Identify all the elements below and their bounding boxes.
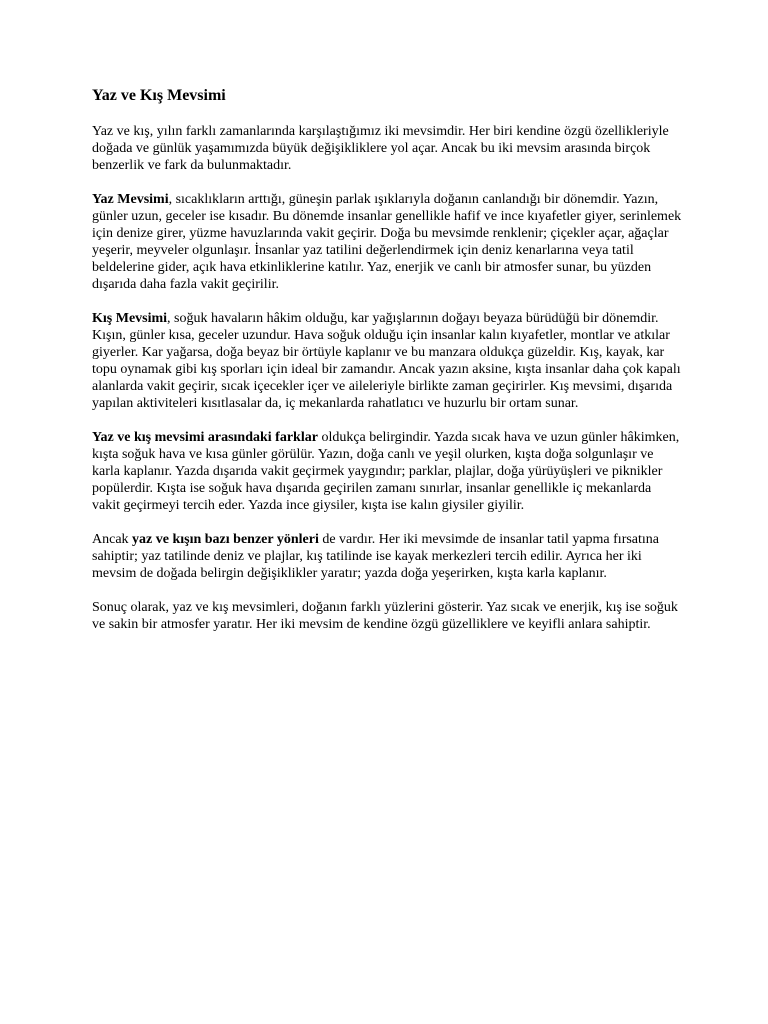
paragraph-bold: Yaz Mevsimi (92, 192, 169, 207)
paragraph-text: , sıcaklıkların arttığı, güneşin parlak ışıklarıyla doğanın canlandığı bir dönemdir. Yazın, günler uzun, geceler ise kısadır. Bu dönemde insanlar genellikle hafif ve ince kıyafetler giyer, serinlemek için denize girer, yüzme havuzlarında vakit geçirir. Doğa bu mevsimde renklenir; çiçekler açar, ağaçlar yeşerir, meyveler olgunlaşır. İnsanlar yaz tatilini değerlendirmek için deniz kenarlarına veya tatil beldelerine gider, açık hava etkinliklerine katılır. Yaz, enerjik ve canlı bir atmosfer sunar, bu yüzden dışarıda daha fazla vakit geçirilir. (92, 192, 682, 292)
paragraph-bold: Yaz ve kış mevsimi arasındaki farklar (92, 430, 318, 445)
paragraph-differences (92, 429, 682, 514)
paragraph-lead: Ancak (92, 532, 133, 547)
paragraph-text: , soğuk havaların hâkim olduğu, kar yağışlarının doğayı beyaza bürüdüğü bir dönemdir. Kışın, günler kısa, geceler uzundur. Hava soğuk olduğu için insanlar kalın kıyafetler, montlar ve atkılar giyerler. Kar yağarsa, doğa beyaz bir örtüyle kaplanır ve bu manzara oldukça güzeldir. Kış, kayak, kar topu oynamak gibi kış sporları için ideal bir zamandır. Ancak yazın aksine, kışta insanlar daha çok kapalı alanlarda vakit geçirir, sıcak içecekler içer ve aileleriyle birlikte zaman geçirirler. Kış mevsimi, dışarıda yapılan aktiviteleri kısıtlasalar da, iç mekanlarda rahatlatıcı ve huzurlu bir ortam sunar. (92, 311, 681, 411)
paragraph-bold: Kış Mevsimi (92, 311, 168, 326)
paragraph-conclusion (92, 599, 682, 633)
document-page (92, 86, 682, 650)
document-title: Yaz ve Kış Mevsimi (92, 87, 226, 104)
paragraph-intro (92, 123, 682, 174)
paragraph-bold: yaz ve kışın bazı benzer yönleri (132, 532, 319, 547)
paragraph-similarities (92, 531, 682, 582)
paragraph-text: Sonuç olarak, yaz ve kış mevsimleri, doğanın farklı yüzlerini gösterir. Yaz sıcak ve enerjik, kış ise soğuk ve sakin bir atmosfer yaratır. Her iki mevsim de kendine özgü güzelliklere ve keyifli anlara sahiptir. (92, 600, 678, 632)
paragraph-text: oldukça belirgindir. Yazda sıcak hava ve uzun günler hâkimken, kışta soğuk hava ve kısa günler görülür. Yazın, doğa canlı ve yeşil olurken, kışta doğa solgunlaşır ve karla kaplanır. Yazda dışarıda vakit geçirmek yaygındır; parklar, plajlar, doğa yürüyüşleri ve piknikler popülerdir. Kışta ise soğuk hava dışarıda geçirilen zamanı sınırlar, insanlar genellikle iç mekanlarda vakit geçirmeyi tercih eder. Yazda ince giysiler, kışta ise kalın giysiler giyilir. (92, 430, 680, 513)
paragraph-winter (92, 310, 682, 412)
paragraph-text: Yaz ve kış, yılın farklı zamanlarında karşılaştığımız iki mevsimdir. Her biri kendine özgü özellikleriyle doğada ve günlük yaşamımızda büyük değişikliklere yol açar. Ancak bu iki mevsim arasında birçok benzerlik ve fark da bulunmaktadır. (92, 124, 669, 173)
paragraph-text: de vardır. Her iki mevsimde de insanlar tatil yapma fırsatına sahiptir; yaz tatilinde deniz ve plajlar, kış tatilinde ise kayak merkezleri tercih edilir. Ayrıca her iki mevsim de doğada belirgin değişiklikler yaratır; yazda doğa yeşerirken, kışta karla kaplanır. (92, 532, 660, 581)
paragraph-summer (92, 191, 682, 293)
